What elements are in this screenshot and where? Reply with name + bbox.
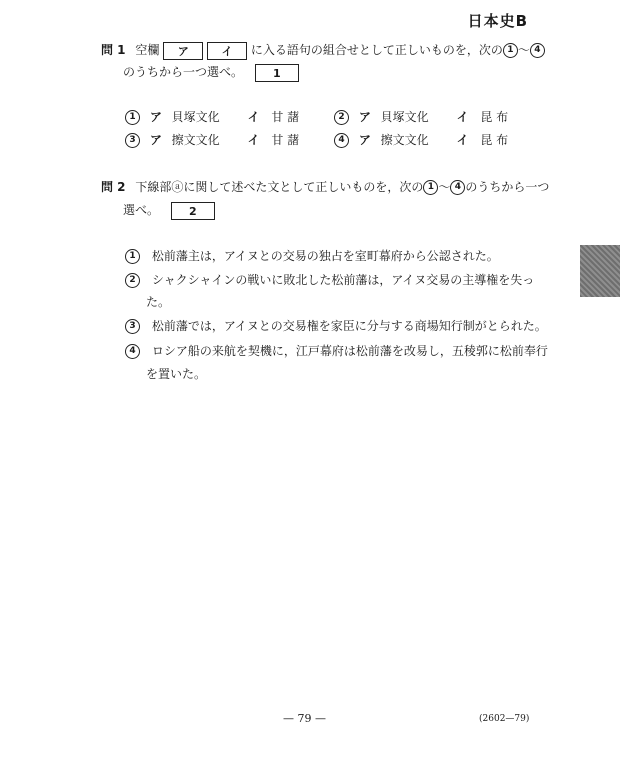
q1-tilde: 〜 bbox=[517, 43, 530, 57]
circled-number: 3 bbox=[125, 133, 140, 148]
circled-number: 1 bbox=[125, 110, 140, 125]
q2-answer-box: 2 bbox=[171, 202, 215, 220]
option-value-b: 甘 藷 bbox=[271, 110, 300, 124]
side-index-tab bbox=[580, 245, 620, 297]
option-label-a: ア bbox=[358, 133, 371, 147]
option-text: 松前藩主は，アイヌとの交易の独占を室町幕府から公認された。 bbox=[151, 249, 499, 263]
q2-line1 bbox=[101, 178, 549, 196]
q1-option-row-1 bbox=[125, 108, 525, 126]
q1-line1 bbox=[101, 41, 545, 60]
q1-blank-b: イ bbox=[207, 42, 247, 60]
option-label-b: イ bbox=[456, 110, 469, 124]
option-value-a: 擦文文化 bbox=[380, 133, 429, 147]
q1-text-b: に入る語句の組合せとして正しいものを，次の bbox=[250, 43, 503, 57]
circled-number: 4 bbox=[334, 133, 349, 148]
option-label-a: ア bbox=[149, 110, 162, 124]
q2-tilde: 〜 bbox=[438, 180, 451, 194]
circled-number: 2 bbox=[125, 273, 140, 288]
q1-option-3 bbox=[125, 131, 299, 149]
circled-number: 4 bbox=[450, 180, 465, 195]
option-label-a: ア bbox=[149, 133, 162, 147]
q2-option-4 bbox=[125, 342, 548, 360]
q2-text-a: 下線部ⓐに関して述べた文として正しいものを，次の bbox=[135, 180, 424, 194]
subject-header: 日本史B bbox=[467, 12, 528, 30]
q1-line2 bbox=[123, 63, 299, 82]
option-value-a: 貝塚文化 bbox=[171, 110, 220, 124]
circled-number: 4 bbox=[125, 344, 140, 359]
option-text: を置いた。 bbox=[146, 367, 207, 381]
circled-number: 3 bbox=[125, 319, 140, 334]
exam-code: (2602—79) bbox=[479, 714, 530, 724]
q2-line2 bbox=[123, 201, 215, 220]
q1-option-1 bbox=[125, 108, 299, 126]
option-value-b: 昆 布 bbox=[480, 133, 509, 147]
circled-number: 4 bbox=[530, 43, 545, 58]
option-value-a: 擦文文化 bbox=[171, 133, 220, 147]
q1-text-a: 空欄 bbox=[135, 43, 160, 57]
circled-number: 1 bbox=[423, 180, 438, 195]
option-text: シャクシャインの戦いに敗北した松前藩は，アイヌ交易の主導権を失っ bbox=[151, 273, 535, 287]
q2-option-4-cont bbox=[146, 365, 206, 383]
q1-blank-a: ア bbox=[163, 42, 203, 60]
page-number: — 79 — bbox=[283, 712, 326, 725]
option-text: ロシア船の来航を契機に，江戸幕府は松前藩を改易し，五稜郭に松前奉行 bbox=[151, 344, 548, 358]
option-value-b: 甘 藷 bbox=[271, 133, 300, 147]
option-value-a: 貝塚文化 bbox=[380, 110, 429, 124]
option-value-b: 昆 布 bbox=[480, 110, 509, 124]
circled-number: 2 bbox=[334, 110, 349, 125]
q2-option-2 bbox=[125, 271, 534, 289]
circled-number: 1 bbox=[503, 43, 518, 58]
q1-answer-box: 1 bbox=[255, 64, 299, 82]
option-text: 松前藩では，アイヌとの交易権を家臣に分与する商場知行制がとられた。 bbox=[151, 319, 547, 333]
q1-option-2 bbox=[334, 108, 508, 126]
q1-option-row-2 bbox=[125, 131, 525, 149]
option-label-a: ア bbox=[358, 110, 371, 124]
q2-option-1 bbox=[125, 247, 499, 265]
q2-option-3 bbox=[125, 317, 547, 335]
q2-option-2-cont bbox=[146, 293, 170, 311]
q1-option-4 bbox=[334, 131, 508, 149]
option-text: た。 bbox=[146, 295, 171, 309]
option-label-b: イ bbox=[247, 133, 260, 147]
circled-number: 1 bbox=[125, 249, 140, 264]
q2-text-b: のうちから一つ bbox=[465, 180, 550, 194]
q2-label: 問 2 bbox=[101, 180, 126, 194]
option-label-b: イ bbox=[456, 133, 469, 147]
q2-line2-text: 選べ。 bbox=[123, 203, 160, 217]
q1-label: 問 1 bbox=[101, 43, 126, 57]
q1-line2-text: のうちから一つ選べ。 bbox=[123, 65, 244, 79]
option-label-b: イ bbox=[247, 110, 260, 124]
